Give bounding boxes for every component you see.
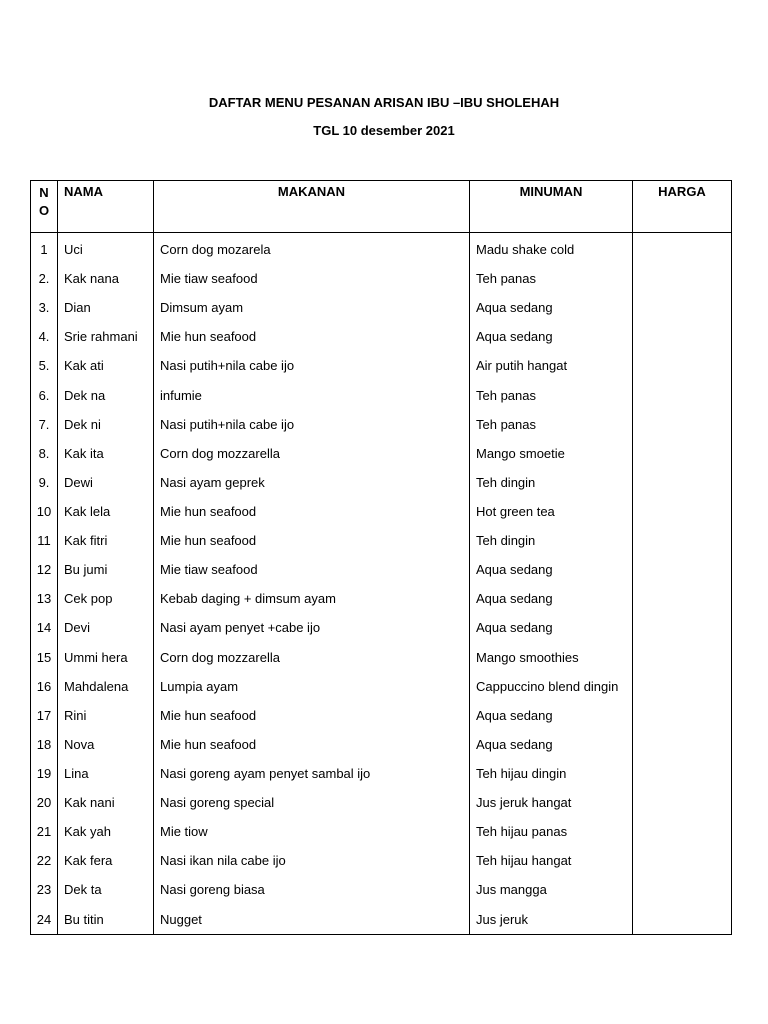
cell-minuman: Teh hijau dingin: [470, 759, 633, 788]
cell-makanan: Nasi putih+nila cabe ijo: [154, 410, 470, 439]
cell-nama: Kak ati: [58, 351, 154, 380]
cell-minuman: Mango smoothies: [470, 643, 633, 672]
cell-makanan: Mie hun seafood: [154, 730, 470, 759]
cell-harga: [633, 730, 732, 759]
cell-minuman: Hot green tea: [470, 497, 633, 526]
cell-nama: Kak lela: [58, 497, 154, 526]
cell-harga: [633, 410, 732, 439]
table-row: [31, 322, 732, 351]
cell-makanan: Mie hun seafood: [154, 322, 470, 351]
cell-makanan: Mie hun seafood: [154, 497, 470, 526]
table-row: [31, 759, 732, 788]
cell-no: 17: [31, 701, 58, 730]
cell-no: 18: [31, 730, 58, 759]
cell-nama: Bu titin: [58, 905, 154, 935]
table-row: [31, 584, 732, 613]
cell-minuman: Aqua sedang: [470, 701, 633, 730]
cell-minuman: Air putih hangat: [470, 351, 633, 380]
cell-nama: Dek na: [58, 381, 154, 410]
cell-no: 8.: [31, 439, 58, 468]
cell-no: 15: [31, 643, 58, 672]
table-row: [31, 351, 732, 380]
cell-no: 10: [31, 497, 58, 526]
column-header-no-line1: N: [39, 185, 49, 200]
cell-nama: Nova: [58, 730, 154, 759]
cell-no: 24: [31, 905, 58, 935]
cell-no: 4.: [31, 322, 58, 351]
cell-harga: [633, 584, 732, 613]
table-row: [31, 730, 732, 759]
cell-harga: [633, 788, 732, 817]
cell-minuman: Teh panas: [470, 264, 633, 293]
cell-makanan: Corn dog mozzarella: [154, 643, 470, 672]
cell-nama: Kak yah: [58, 817, 154, 846]
cell-makanan: Nasi goreng special: [154, 788, 470, 817]
cell-nama: Kak nana: [58, 264, 154, 293]
cell-nama: Bu jumi: [58, 555, 154, 584]
cell-harga: [633, 643, 732, 672]
table-row: [31, 817, 732, 846]
cell-nama: Dewi: [58, 468, 154, 497]
cell-makanan: Nasi goreng ayam penyet sambal ijo: [154, 759, 470, 788]
cell-minuman: Teh dingin: [470, 526, 633, 555]
cell-no: 16: [31, 672, 58, 701]
cell-nama: Ummi hera: [58, 643, 154, 672]
cell-minuman: Aqua sedang: [470, 293, 633, 322]
cell-minuman: Teh hijau panas: [470, 817, 633, 846]
cell-harga: [633, 817, 732, 846]
cell-makanan: Corn dog mozarela: [154, 233, 470, 265]
cell-minuman: Teh hijau hangat: [470, 846, 633, 875]
column-header-no: [31, 181, 58, 233]
cell-harga: [633, 322, 732, 351]
cell-minuman: Aqua sedang: [470, 613, 633, 642]
cell-minuman: Jus jeruk: [470, 905, 633, 935]
cell-no: 3.: [31, 293, 58, 322]
cell-makanan: Kebab daging + dimsum ayam: [154, 584, 470, 613]
table-row: [31, 410, 732, 439]
cell-minuman: Madu shake cold: [470, 233, 633, 265]
cell-no: 6.: [31, 381, 58, 410]
cell-minuman: Aqua sedang: [470, 730, 633, 759]
column-header-makanan: MAKANAN: [154, 181, 470, 233]
cell-harga: [633, 293, 732, 322]
cell-nama: Kak nani: [58, 788, 154, 817]
cell-nama: Rini: [58, 701, 154, 730]
table-row: [31, 439, 732, 468]
table-row: [31, 672, 732, 701]
cell-makanan: Mie tiow: [154, 817, 470, 846]
cell-no: 23: [31, 875, 58, 904]
cell-makanan: Mie hun seafood: [154, 701, 470, 730]
cell-makanan: Mie tiaw seafood: [154, 264, 470, 293]
cell-harga: [633, 701, 732, 730]
table-row: [31, 555, 732, 584]
cell-harga: [633, 381, 732, 410]
table-row: [31, 643, 732, 672]
cell-nama: Kak fera: [58, 846, 154, 875]
cell-no: 14: [31, 613, 58, 642]
cell-no: 7.: [31, 410, 58, 439]
cell-no: 21: [31, 817, 58, 846]
cell-minuman: Teh dingin: [470, 468, 633, 497]
cell-harga: [633, 672, 732, 701]
table-row: [31, 875, 732, 904]
cell-harga: [633, 526, 732, 555]
cell-minuman: Teh panas: [470, 381, 633, 410]
cell-nama: Dian: [58, 293, 154, 322]
cell-makanan: Nasi goreng biasa: [154, 875, 470, 904]
cell-nama: Dek ta: [58, 875, 154, 904]
cell-makanan: Dimsum ayam: [154, 293, 470, 322]
cell-minuman: Aqua sedang: [470, 555, 633, 584]
column-header-harga: HARGA: [633, 181, 732, 233]
cell-makanan: infumie: [154, 381, 470, 410]
cell-harga: [633, 613, 732, 642]
cell-nama: Uci: [58, 233, 154, 265]
column-header-nama: NAMA: [58, 181, 154, 233]
cell-harga: [633, 351, 732, 380]
cell-harga: [633, 846, 732, 875]
document-title: DAFTAR MENU PESANAN ARISAN IBU –IBU SHOLEHAH: [208, 95, 560, 110]
table-header-row: [31, 181, 732, 233]
table-row: [31, 381, 732, 410]
cell-makanan: Nugget: [154, 905, 470, 935]
cell-harga: [633, 759, 732, 788]
cell-makanan: Nasi ayam penyet +cabe ijo: [154, 613, 470, 642]
cell-nama: Dek ni: [58, 410, 154, 439]
cell-makanan: Lumpia ayam: [154, 672, 470, 701]
table-row: [31, 293, 732, 322]
cell-minuman: Teh panas: [470, 410, 633, 439]
cell-no: 12: [31, 555, 58, 584]
table-row: [31, 613, 732, 642]
cell-makanan: Mie hun seafood: [154, 526, 470, 555]
order-table: [30, 180, 732, 935]
table-row: [31, 788, 732, 817]
cell-no: 5.: [31, 351, 58, 380]
cell-harga: [633, 439, 732, 468]
document-date: TGL 10 desember 2021: [313, 123, 455, 138]
column-header-minuman: MINUMAN: [470, 181, 633, 233]
cell-nama: Kak fitri: [58, 526, 154, 555]
cell-nama: Mahdalena: [58, 672, 154, 701]
cell-makanan: Mie tiaw seafood: [154, 555, 470, 584]
cell-nama: Devi: [58, 613, 154, 642]
table-row: [31, 468, 732, 497]
cell-no: 9.: [31, 468, 58, 497]
cell-no: 1: [31, 233, 58, 265]
cell-nama: Lina: [58, 759, 154, 788]
cell-minuman: Jus jeruk hangat: [470, 788, 633, 817]
cell-minuman: Jus mangga: [470, 875, 633, 904]
cell-no: 11: [31, 526, 58, 555]
cell-harga: [633, 264, 732, 293]
cell-harga: [633, 875, 732, 904]
cell-makanan: Nasi ikan nila cabe ijo: [154, 846, 470, 875]
cell-no: 13: [31, 584, 58, 613]
table-row: [31, 264, 732, 293]
column-header-no-line2: O: [38, 203, 50, 218]
cell-minuman: Mango smoetie: [470, 439, 633, 468]
cell-no: 20: [31, 788, 58, 817]
cell-no: 22: [31, 846, 58, 875]
cell-nama: Srie rahmani: [58, 322, 154, 351]
table-row: [31, 526, 732, 555]
cell-makanan: Corn dog mozzarella: [154, 439, 470, 468]
cell-harga: [633, 555, 732, 584]
cell-harga: [633, 233, 732, 265]
cell-harga: [633, 468, 732, 497]
cell-harga: [633, 497, 732, 526]
table-row: [31, 846, 732, 875]
table-row: [31, 497, 732, 526]
cell-no: 2.: [31, 264, 58, 293]
table-row: [31, 701, 732, 730]
table-row: [31, 905, 732, 935]
cell-makanan: Nasi putih+nila cabe ijo: [154, 351, 470, 380]
cell-minuman: Aqua sedang: [470, 584, 633, 613]
cell-minuman: Aqua sedang: [470, 322, 633, 351]
cell-harga: [633, 905, 732, 935]
cell-minuman: Cappuccino blend dingin: [470, 672, 633, 701]
table-row: [31, 233, 732, 265]
cell-nama: Kak ita: [58, 439, 154, 468]
cell-nama: Cek pop: [58, 584, 154, 613]
cell-no: 19: [31, 759, 58, 788]
cell-makanan: Nasi ayam geprek: [154, 468, 470, 497]
